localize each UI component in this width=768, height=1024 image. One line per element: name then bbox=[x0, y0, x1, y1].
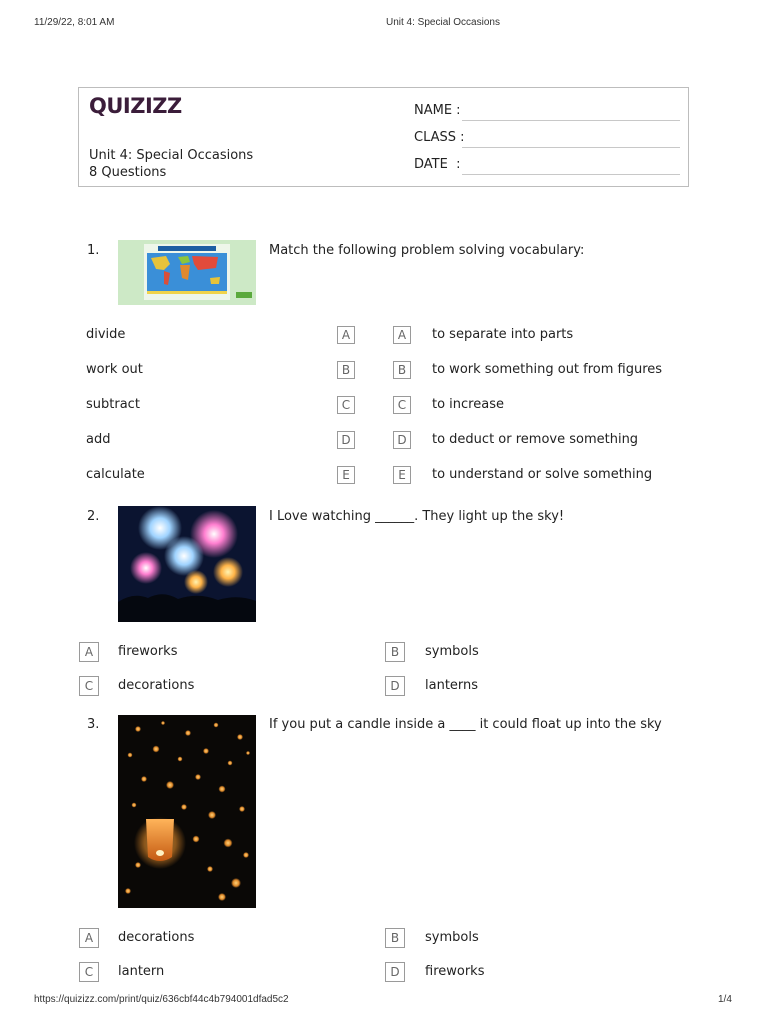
quizizz-logo: QUIZIZZ bbox=[89, 94, 182, 118]
match-term-4: add bbox=[86, 432, 111, 447]
q3-option-b-text: symbols bbox=[425, 930, 479, 945]
match-definition-4: to deduct or remove something bbox=[432, 432, 639, 447]
page-number: 1/4 bbox=[718, 994, 732, 1005]
print-url[interactable]: https://quizizz.com/print/quiz/636cbf44c4b794001dfad5c2 bbox=[34, 994, 289, 1005]
date-label: DATE : bbox=[414, 157, 461, 172]
question-3-number: 3. bbox=[87, 717, 100, 732]
q3-option-d-text: fireworks bbox=[425, 964, 485, 979]
question-3-text: If you put a candle inside a ____ it could float up into the sky bbox=[269, 717, 662, 732]
match-answer-box-1[interactable]: A bbox=[337, 326, 355, 344]
world-map-image bbox=[118, 240, 256, 305]
q2-option-a-letter[interactable]: A bbox=[79, 642, 99, 662]
q2-option-a-text: fireworks bbox=[118, 644, 178, 659]
q3-option-a-text: decorations bbox=[118, 930, 195, 945]
q2-option-c-letter[interactable]: C bbox=[79, 676, 99, 696]
q2-option-c-text: decorations bbox=[118, 678, 195, 693]
print-title: Unit 4: Special Occasions bbox=[386, 17, 500, 28]
match-definition-letter-1: A bbox=[393, 326, 411, 344]
q3-option-a-letter[interactable]: A bbox=[79, 928, 99, 948]
date-line[interactable] bbox=[462, 174, 680, 175]
q3-option-c-text: lantern bbox=[118, 964, 165, 979]
class-line[interactable] bbox=[462, 147, 680, 148]
question-1-text: Match the following problem solving vocabulary: bbox=[269, 243, 585, 258]
question-count: 8 Questions bbox=[89, 165, 167, 180]
question-2-text: I Love watching ______. They light up the sky! bbox=[269, 509, 565, 524]
match-definition-3: to increase bbox=[432, 397, 504, 412]
match-answer-box-3[interactable]: C bbox=[337, 396, 355, 414]
match-definition-letter-4: D bbox=[393, 431, 411, 449]
q3-option-b-letter[interactable]: B bbox=[385, 928, 405, 948]
q3-option-c-letter[interactable]: C bbox=[79, 962, 99, 982]
q2-option-b-letter[interactable]: B bbox=[385, 642, 405, 662]
q2-option-d-text: lanterns bbox=[425, 678, 479, 693]
name-line[interactable] bbox=[462, 120, 680, 121]
match-answer-box-2[interactable]: B bbox=[337, 361, 355, 379]
sky-lanterns-image bbox=[118, 715, 256, 908]
match-definition-letter-2: B bbox=[393, 361, 411, 379]
name-label: NAME : bbox=[414, 103, 461, 118]
match-term-5: calculate bbox=[86, 467, 145, 482]
print-datetime: 11/29/22, 8:01 AM bbox=[34, 17, 115, 28]
match-term-3: subtract bbox=[86, 397, 140, 412]
match-definition-2: to work something out from figures bbox=[432, 362, 663, 377]
match-definition-1: to separate into parts bbox=[432, 327, 574, 342]
quiz-name: Unit 4: Special Occasions bbox=[89, 148, 254, 163]
match-answer-box-5[interactable]: E bbox=[337, 466, 355, 484]
q3-option-d-letter[interactable]: D bbox=[385, 962, 405, 982]
match-definition-letter-3: C bbox=[393, 396, 411, 414]
q2-option-b-text: symbols bbox=[425, 644, 479, 659]
class-label: CLASS : bbox=[414, 130, 465, 145]
match-term-1: divide bbox=[86, 327, 126, 342]
match-definition-5: to understand or solve something bbox=[432, 467, 653, 482]
match-answer-box-4[interactable]: D bbox=[337, 431, 355, 449]
match-term-2: work out bbox=[86, 362, 143, 377]
question-1-number: 1. bbox=[87, 243, 100, 258]
q2-option-d-letter[interactable]: D bbox=[385, 676, 405, 696]
fireworks-image bbox=[118, 506, 256, 622]
question-2-number: 2. bbox=[87, 509, 100, 524]
match-definition-letter-5: E bbox=[393, 466, 411, 484]
